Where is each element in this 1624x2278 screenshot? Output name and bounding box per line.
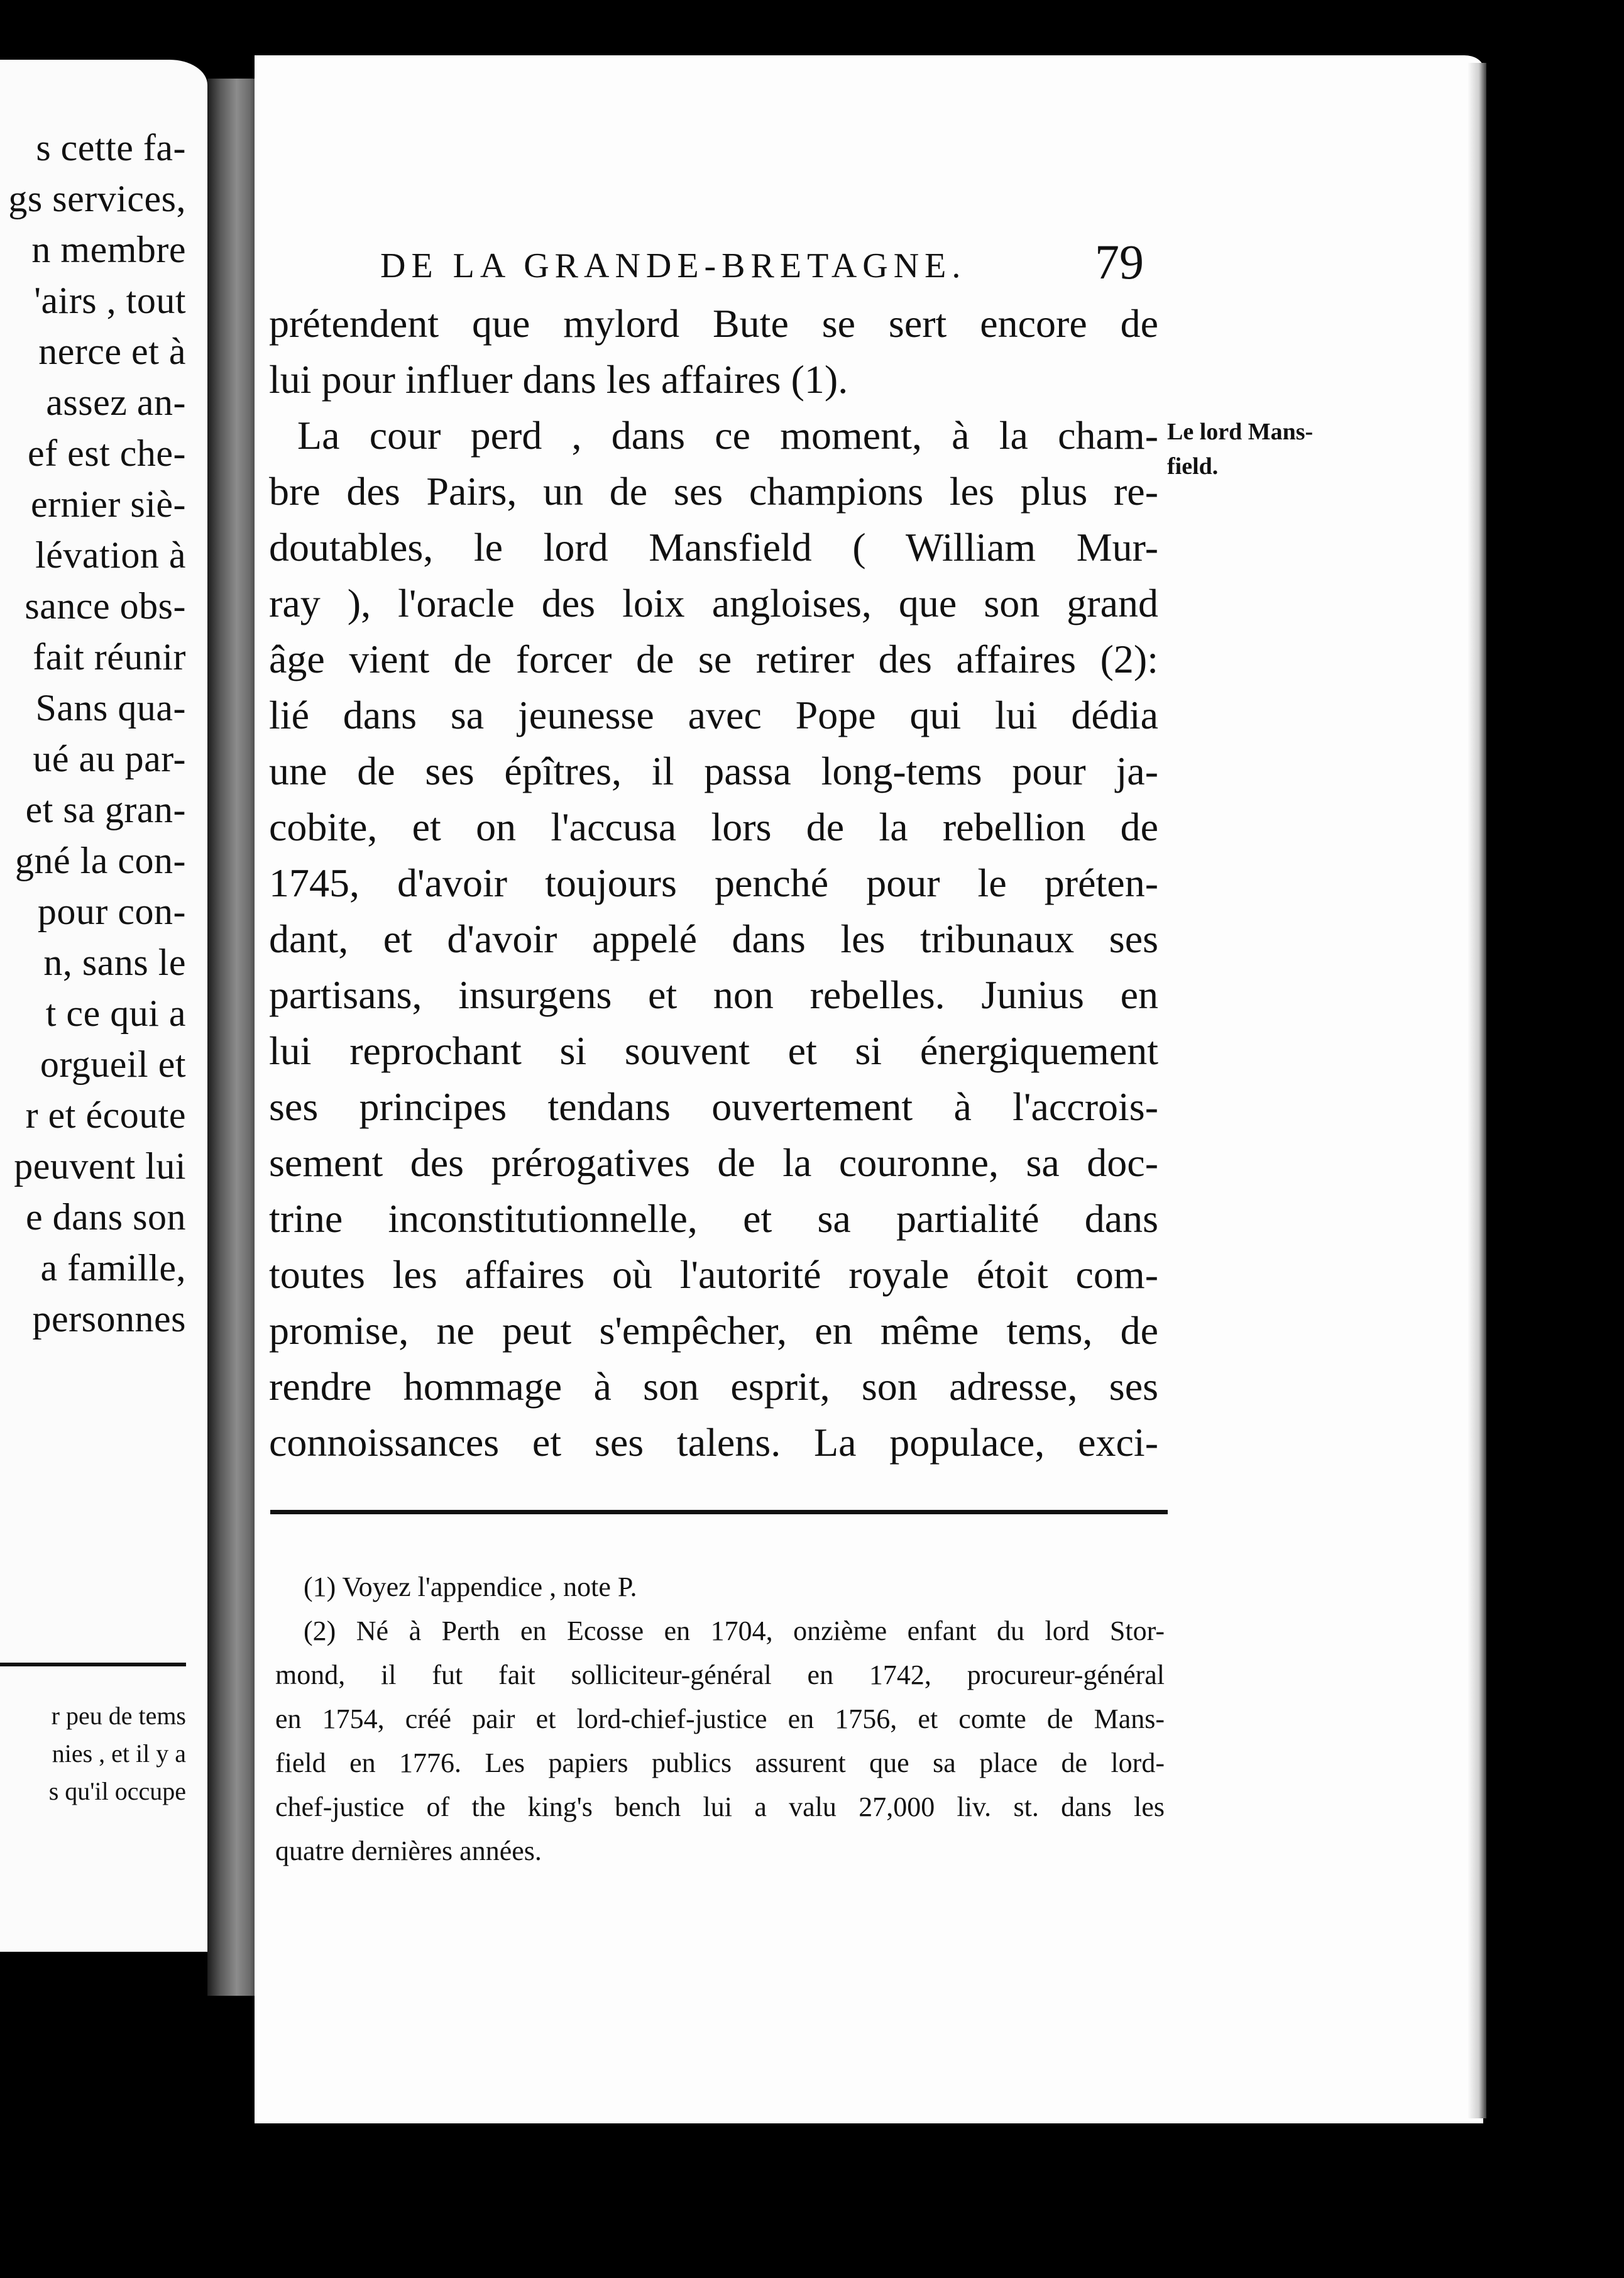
- margin-note-line: field.: [1167, 453, 1219, 480]
- book-gutter: [207, 79, 261, 1996]
- body-line: connoissances et ses talens. La populace, exci-: [269, 1420, 1158, 1465]
- left-footnote-rule: [0, 1663, 186, 1666]
- left-page-line: r et écoute: [25, 1094, 186, 1136]
- left-page-line: et sa gran-: [25, 789, 186, 830]
- footnote-line: (2) Né à Perth en Ecosse en 1704, onzième enfant du lord Stor-: [304, 1615, 1165, 1646]
- left-page-line: pour con-: [37, 891, 186, 932]
- body-line: prétendent que mylord Bute se sert encore de: [269, 301, 1158, 346]
- body-line: bre des Pairs, un de ses champions les plus re-: [269, 469, 1158, 514]
- left-page-line: Sans qua-: [35, 687, 186, 729]
- body-line: doutables, le lord Mansfield ( William Mur-: [269, 525, 1158, 570]
- margin-note: [1167, 415, 1314, 484]
- body-line: âge vient de forcer de se retirer des affaires (2):: [269, 637, 1158, 681]
- body-line: toutes les affaires où l'autorité royale étoit com-: [269, 1252, 1158, 1297]
- left-page-line: n, sans le: [43, 942, 186, 983]
- left-page-line: s cette fa-: [36, 127, 186, 168]
- footnotes: [275, 1565, 1165, 1873]
- footnote-line: en 1754, créé pair et lord-chief-justice en 1756, et comte de Mans-: [275, 1703, 1165, 1734]
- running-head: [380, 234, 1219, 294]
- left-page-line: t ce qui a: [45, 993, 186, 1034]
- body-line: La cour perd , dans ce moment, à la cham-: [297, 413, 1158, 458]
- left-page-line: assez an-: [46, 382, 186, 423]
- left-page-line: gné la con-: [14, 840, 186, 881]
- body-line: une de ses épîtres, il passa long-tems pour ja-: [269, 749, 1158, 793]
- margin-note-line: Le lord Mans-: [1167, 419, 1314, 445]
- left-page-line: peuvent lui: [14, 1145, 186, 1187]
- left-page-note-line: nies , et il y a: [52, 1739, 186, 1768]
- footnote-line: (1) Voyez l'appendice , note P.: [304, 1571, 637, 1602]
- body-line: dant, et d'avoir appelé dans les tribunaux ses: [269, 916, 1158, 961]
- body-line: lui pour influer dans les affaires (1).: [269, 357, 848, 402]
- page-number: 79: [1095, 234, 1144, 289]
- body-line: sement des prérogatives de la couronne, sa doc-: [269, 1140, 1158, 1185]
- left-page-line: sance obs-: [25, 585, 186, 627]
- footnote-line: field en 1776. Les papiers publics assurent que sa place de lord-: [275, 1747, 1165, 1778]
- footnote-line: chef-justice of the king's bench lui a valu 27,000 liv. st. dans les: [275, 1791, 1165, 1822]
- left-page-line: nerce et à: [38, 331, 186, 372]
- left-page-line: fait réunir: [33, 636, 186, 678]
- left-page: [0, 60, 207, 1952]
- page-edge: [1468, 63, 1486, 2118]
- left-page-note-line: r peu de tems: [51, 1702, 186, 1730]
- left-page-line: 'airs , tout: [34, 280, 186, 321]
- left-page-line: gs services,: [8, 178, 186, 219]
- body-line: lié dans sa jeunesse avec Pope qui lui dédia: [269, 693, 1158, 737]
- body-line: lui reprochant si souvent et si énergiquement: [269, 1028, 1158, 1073]
- left-page-line: ué au par-: [33, 738, 186, 779]
- left-page-line: personnes: [32, 1298, 186, 1340]
- body-line: 1745, d'avoir toujours penché pour le préten-: [269, 861, 1158, 905]
- body-line: ses principes tendans ouvertement à l'accrois-: [269, 1084, 1158, 1129]
- body-line: trine inconstitutionnelle, et sa partialité dans: [269, 1196, 1158, 1241]
- left-page-line: n membre: [31, 229, 186, 270]
- body-line: ray ), l'oracle des loix angloises, que son grand: [269, 581, 1158, 625]
- left-page-note-line: s qu'il occupe: [48, 1777, 186, 1805]
- body-line: promise, ne peut s'empêcher, en même tems, de: [269, 1308, 1158, 1353]
- footnote-rule: [270, 1510, 1168, 1514]
- left-page-line: orgueil et: [40, 1043, 186, 1085]
- left-page-line: ernier siè-: [30, 483, 186, 525]
- body-line: rendre hommage à son esprit, son adresse, ses: [269, 1364, 1158, 1409]
- body-line: partisans, insurgens et non rebelles. Junius en: [269, 972, 1158, 1017]
- left-page-line: ef est che-: [27, 432, 186, 474]
- left-page-line: a famille,: [40, 1247, 186, 1289]
- footnote-line: mond, il fut fait solliciteur-général en 1742, procureur-général: [275, 1659, 1165, 1690]
- left-page-line: e dans son: [26, 1196, 186, 1238]
- running-title: DE LA GRANDE-BRETAGNE.: [380, 246, 967, 285]
- body-line: cobite, et on l'accusa lors de la rebellion de: [269, 805, 1158, 849]
- footnote-line: quatre dernières années.: [275, 1835, 542, 1866]
- left-page-line: lévation à: [35, 534, 186, 576]
- body-text: [269, 295, 1158, 1470]
